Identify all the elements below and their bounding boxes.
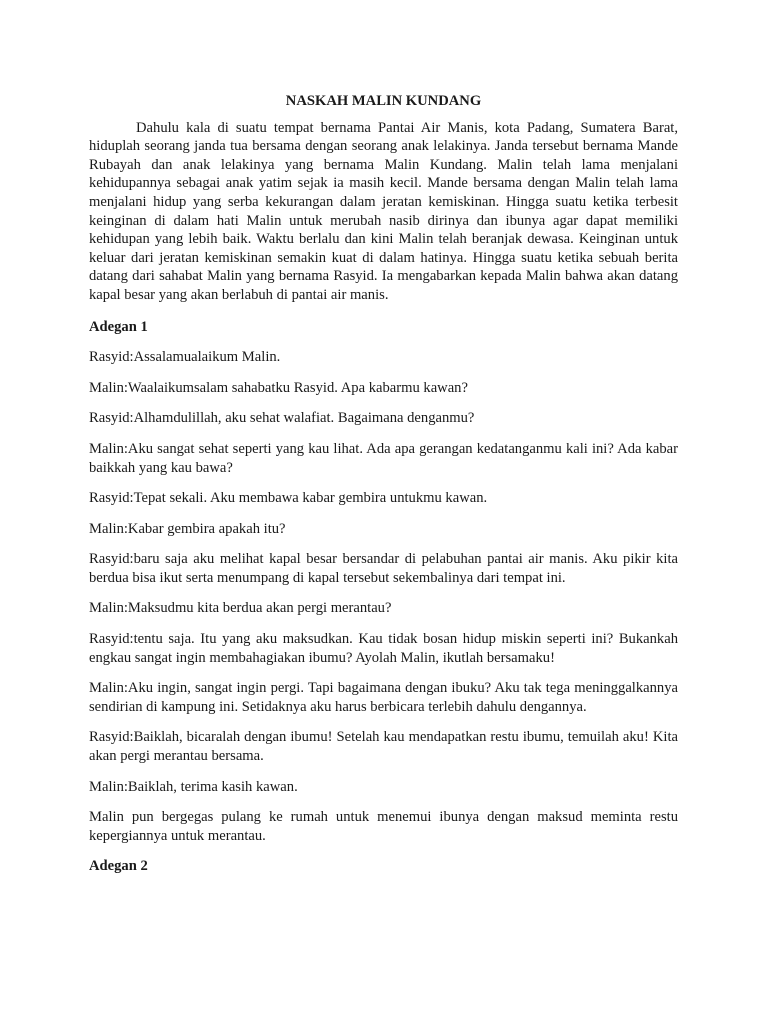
dialogue-line: Rasyid:tentu saja. Itu yang aku maksudkan. Kau tidak bosan hidup miskin seperti ini? Bukankah engkau sangat ingin membahagiakan ibumu? Ayolah Malin, ikutlah bersamaku! — [89, 631, 678, 666]
dialogue-line: Rasyid:Baiklah, bicaralah dengan ibumu! Setelah kau mendapatkan restu ibumu, temuilah aku! Kita akan pergi merantau bersama. — [89, 729, 678, 765]
dialogue-line: Rasyid:Assalamualaikum Malin. — [89, 349, 281, 366]
document-body — [89, 92, 678, 888]
scene-heading-1: Adegan 1 — [89, 318, 148, 335]
dialogue-line: Malin:Aku ingin, sangat ingin pergi. Tapi bagaimana dengan ibuku? Aku tak tega meninggalkannya sendirian di kampung ini. Setidaknya aku harus berbicara terlebih dahulu dengannya. — [89, 680, 678, 715]
narration-paragraph: Malin pun bergegas pulang ke rumah untuk menemui ibunya dengan maksud meminta restu kepergiannya untuk merantau. — [89, 809, 678, 844]
dialogue-line: Rasyid:Tepat sekali. Aku membawa kabar gembira untukmu kawan. — [89, 490, 488, 507]
document-title: NASKAH MALIN KUNDANG — [285, 93, 482, 109]
scene-heading-2: Adegan 2 — [89, 858, 148, 875]
dialogue-line: Rasyid:Alhamdulillah, aku sehat walafiat. Bagaimana denganmu? — [89, 410, 475, 427]
intro-paragraph: Dahulu kala di suatu tempat bernama Pantai Air Manis, kota Padang, Sumatera Barat, hiduplah seorang janda tua bersama dengan seorang anak lelakinya. Janda tersebut bernama Mande Rubayah dan anak lelakinya yang bernama Malin Kundang. Malin telah lama menjalani kehidupannya sebagai anak yatim sejak ia masih kecil. Mande bersama dengan Malin telah lama menjalani hidup yang serba kekurangan dalam jeratan kemiskinan. Hingga suatu ketika terbesit keinginan di dalam hati Malin untuk merubah nasib dirinya dan ibunya agar dapat memiliki kehidupan yang lebih baik. Waktu berlalu dan kini Malin telah beranjak dewasa. Keinginan untuk keluar dari jeratan kemiskinan semakin kuat di dalam hatinya. Hingga suatu ketika sebuah berita datang dari sahabat Malin yang bernama Rasyid. Ia mengabarkan kepada Malin bahwa akan datang kapal besar yang akan berlabuh di pantai air manis. — [89, 119, 678, 303]
dialogue-line: Rasyid:baru saja aku melihat kapal besar bersandar di pelabuhan pantai air manis. Aku pikir kita berdua bisa ikut serta menumpang di kapal tersebut sekembalinya dari tempat ini. — [89, 551, 678, 586]
dialogue-line: Malin:Aku sangat sehat seperti yang kau lihat. Ada apa gerangan kedatanganmu kali ini? Ada kabar baikkah yang kau bawa? — [89, 440, 678, 476]
dialogue-line: Malin:Maksudmu kita berdua akan pergi merantau? — [89, 600, 392, 617]
dialogue-line: Malin:Kabar gembira apakah itu? — [89, 520, 286, 537]
dialogue-line: Malin:Baiklah, terima kasih kawan. — [89, 778, 298, 795]
dialogue-line: Malin:Waalaikumsalam sahabatku Rasyid. Apa kabarmu kawan? — [89, 379, 468, 396]
